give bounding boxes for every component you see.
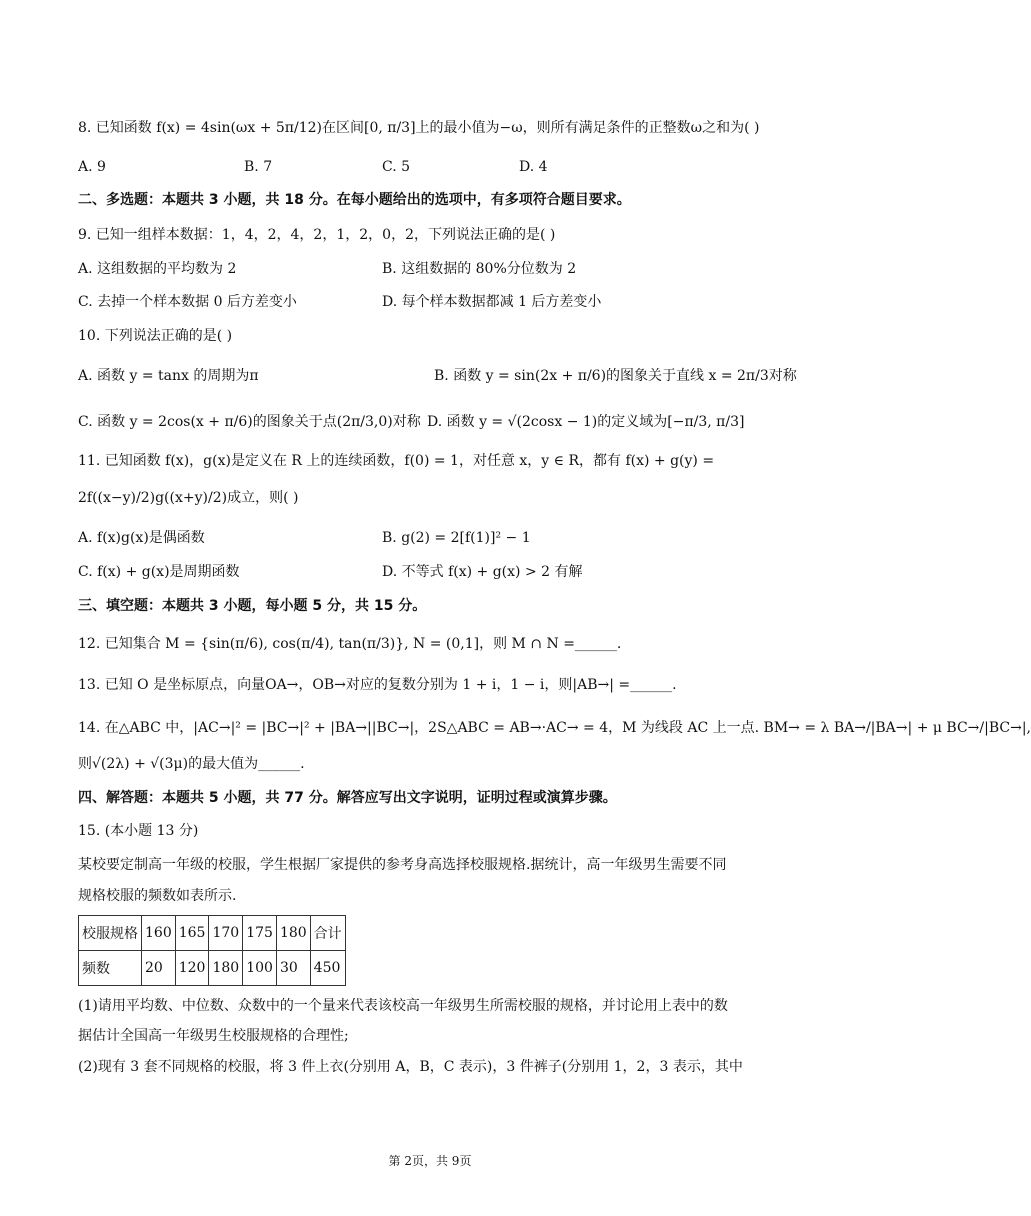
q8-option-d: D. 4: [519, 159, 548, 175]
q11-option-d: D. 不等式 f(x) + g(x) > 2 有解: [382, 564, 583, 580]
table-row: [79, 916, 346, 951]
table-cell: 100: [243, 951, 277, 986]
q12-text: 12. 已知集合 M = {sin(π/6), cos(π/4), tan(π/3)}, N = (0,1]，则 M ∩ N =______.: [78, 636, 622, 652]
q15-part2-line1: (2)现有 3 套不同规格的校服，将 3 件上衣(分别用 A，B，C 表示)，3 件裤子(分别用 1，2，3 表示，其中: [78, 1059, 743, 1075]
table-cell: 合计: [310, 916, 345, 951]
q13-text: 13. 已知 O 是坐标原点，向量OA→，OB→对应的复数分别为 1 + i，1 − i，则|AB→| =______.: [78, 677, 677, 693]
q9-option-b: B. 这组数据的 80%分位数为 2: [382, 261, 577, 277]
table-header-cell: 校服规格: [79, 916, 142, 951]
table-row: [79, 951, 346, 986]
table-cell: 165: [175, 916, 209, 951]
q15-part1-line1: (1)请用平均数、中位数、众数中的一个量来代表该校高一年级男生所需校服的规格，并讨论用上表中的数: [78, 998, 728, 1014]
q11-stem-line1: 11. 已知函数 f(x)，g(x)是定义在 R 上的连续函数，f(0) = 1，对任意 x，y ∈ R，都有 f(x) + g(y) =: [78, 453, 715, 469]
q15-intro-line1: 某校要定制高一年级的校服，学生根据厂家提供的参考身高选择校服规格.据统计，高一年级男生需要不同: [78, 857, 727, 873]
table-cell: 180: [276, 916, 310, 951]
q9-stem: 9. 已知一组样本数据：1，4，2，4，2，1，2，0，2，下列说法正确的是( ): [78, 227, 556, 243]
q10-option-c: C. 函数 y = 2cos(x + π/6)的图象关于点(2π/3,0)对称: [78, 414, 421, 430]
q10-option-d: D. 函数 y = √(2cosx − 1)的定义域为[−π/3, π/3]: [427, 414, 745, 430]
frequency-table: [78, 915, 346, 986]
q8-option-c: C. 5: [382, 159, 411, 175]
section3-heading: 三、填空题：本题共 3 小题，每小题 5 分，共 15 分。: [78, 598, 427, 614]
q14-line2: 则√(2λ) + √(3μ)的最大值为______.: [78, 756, 305, 772]
section2-heading: 二、多选题：本题共 3 小题，共 18 分。在每小题给出的选项中，有多项符合题目要求。: [78, 192, 631, 208]
q10-option-a: A. 函数 y = tanx 的周期为π: [78, 368, 259, 384]
table-cell: 30: [276, 951, 310, 986]
table-cell: 450: [310, 951, 345, 986]
page-footer: 第 2页，共 9页: [388, 1154, 472, 1168]
q14-line1: 14. 在△ABC 中，|AC→|² = |BC→|² + |BA→||BC→|，2S△ABC = AB→·AC→ = 4，M 为线段 AC 上一点. BM→ = λ BA→/|BA→| + μ BC→/|BC→|,: [78, 720, 1031, 736]
q8-option-a: A. 9: [78, 159, 106, 175]
q11-stem-line2: 2f((x−y)/2)g((x+y)/2)成立，则( ): [78, 490, 299, 506]
table-cell: 160: [142, 916, 176, 951]
q9-option-c: C. 去掉一个样本数据 0 后方差变小: [78, 294, 297, 310]
section4-heading: 四、解答题：本题共 5 小题，共 77 分。解答应写出文字说明，证明过程或演算步骤。: [78, 790, 617, 806]
table-cell: 20: [142, 951, 176, 986]
q10-stem: 10. 下列说法正确的是( ): [78, 328, 233, 344]
q15-header: 15. (本小题 13 分): [78, 823, 199, 839]
q15-intro-line2: 规格校服的频数如表所示.: [78, 888, 237, 904]
table-cell: 120: [175, 951, 209, 986]
q15-part1-line2: 据估计全国高一年级男生校服规格的合理性;: [78, 1028, 349, 1044]
q11-option-c: C. f(x) + g(x)是周期函数: [78, 564, 240, 580]
q11-option-a: A. f(x)g(x)是偶函数: [78, 530, 205, 546]
q9-option-d: D. 每个样本数据都减 1 后方差变小: [382, 294, 602, 310]
table-cell: 175: [243, 916, 277, 951]
table-header-cell: 频数: [79, 951, 142, 986]
q9-option-a: A. 这组数据的平均数为 2: [78, 261, 237, 277]
table-cell: 180: [209, 951, 243, 986]
q10-option-b: B. 函数 y = sin(2x + π/6)的图象关于直线 x = 2π/3对称: [434, 368, 797, 384]
q8-stem: 8. 已知函数 f(x) = 4sin(ωx + 5π/12)在区间[0, π/3]上的最小值为−ω，则所有满足条件的正整数ω之和为( ): [78, 120, 760, 136]
q11-option-b: B. g(2) = 2[f(1)]² − 1: [382, 530, 531, 546]
q8-option-b: B. 7: [244, 159, 273, 175]
table-cell: 170: [209, 916, 243, 951]
